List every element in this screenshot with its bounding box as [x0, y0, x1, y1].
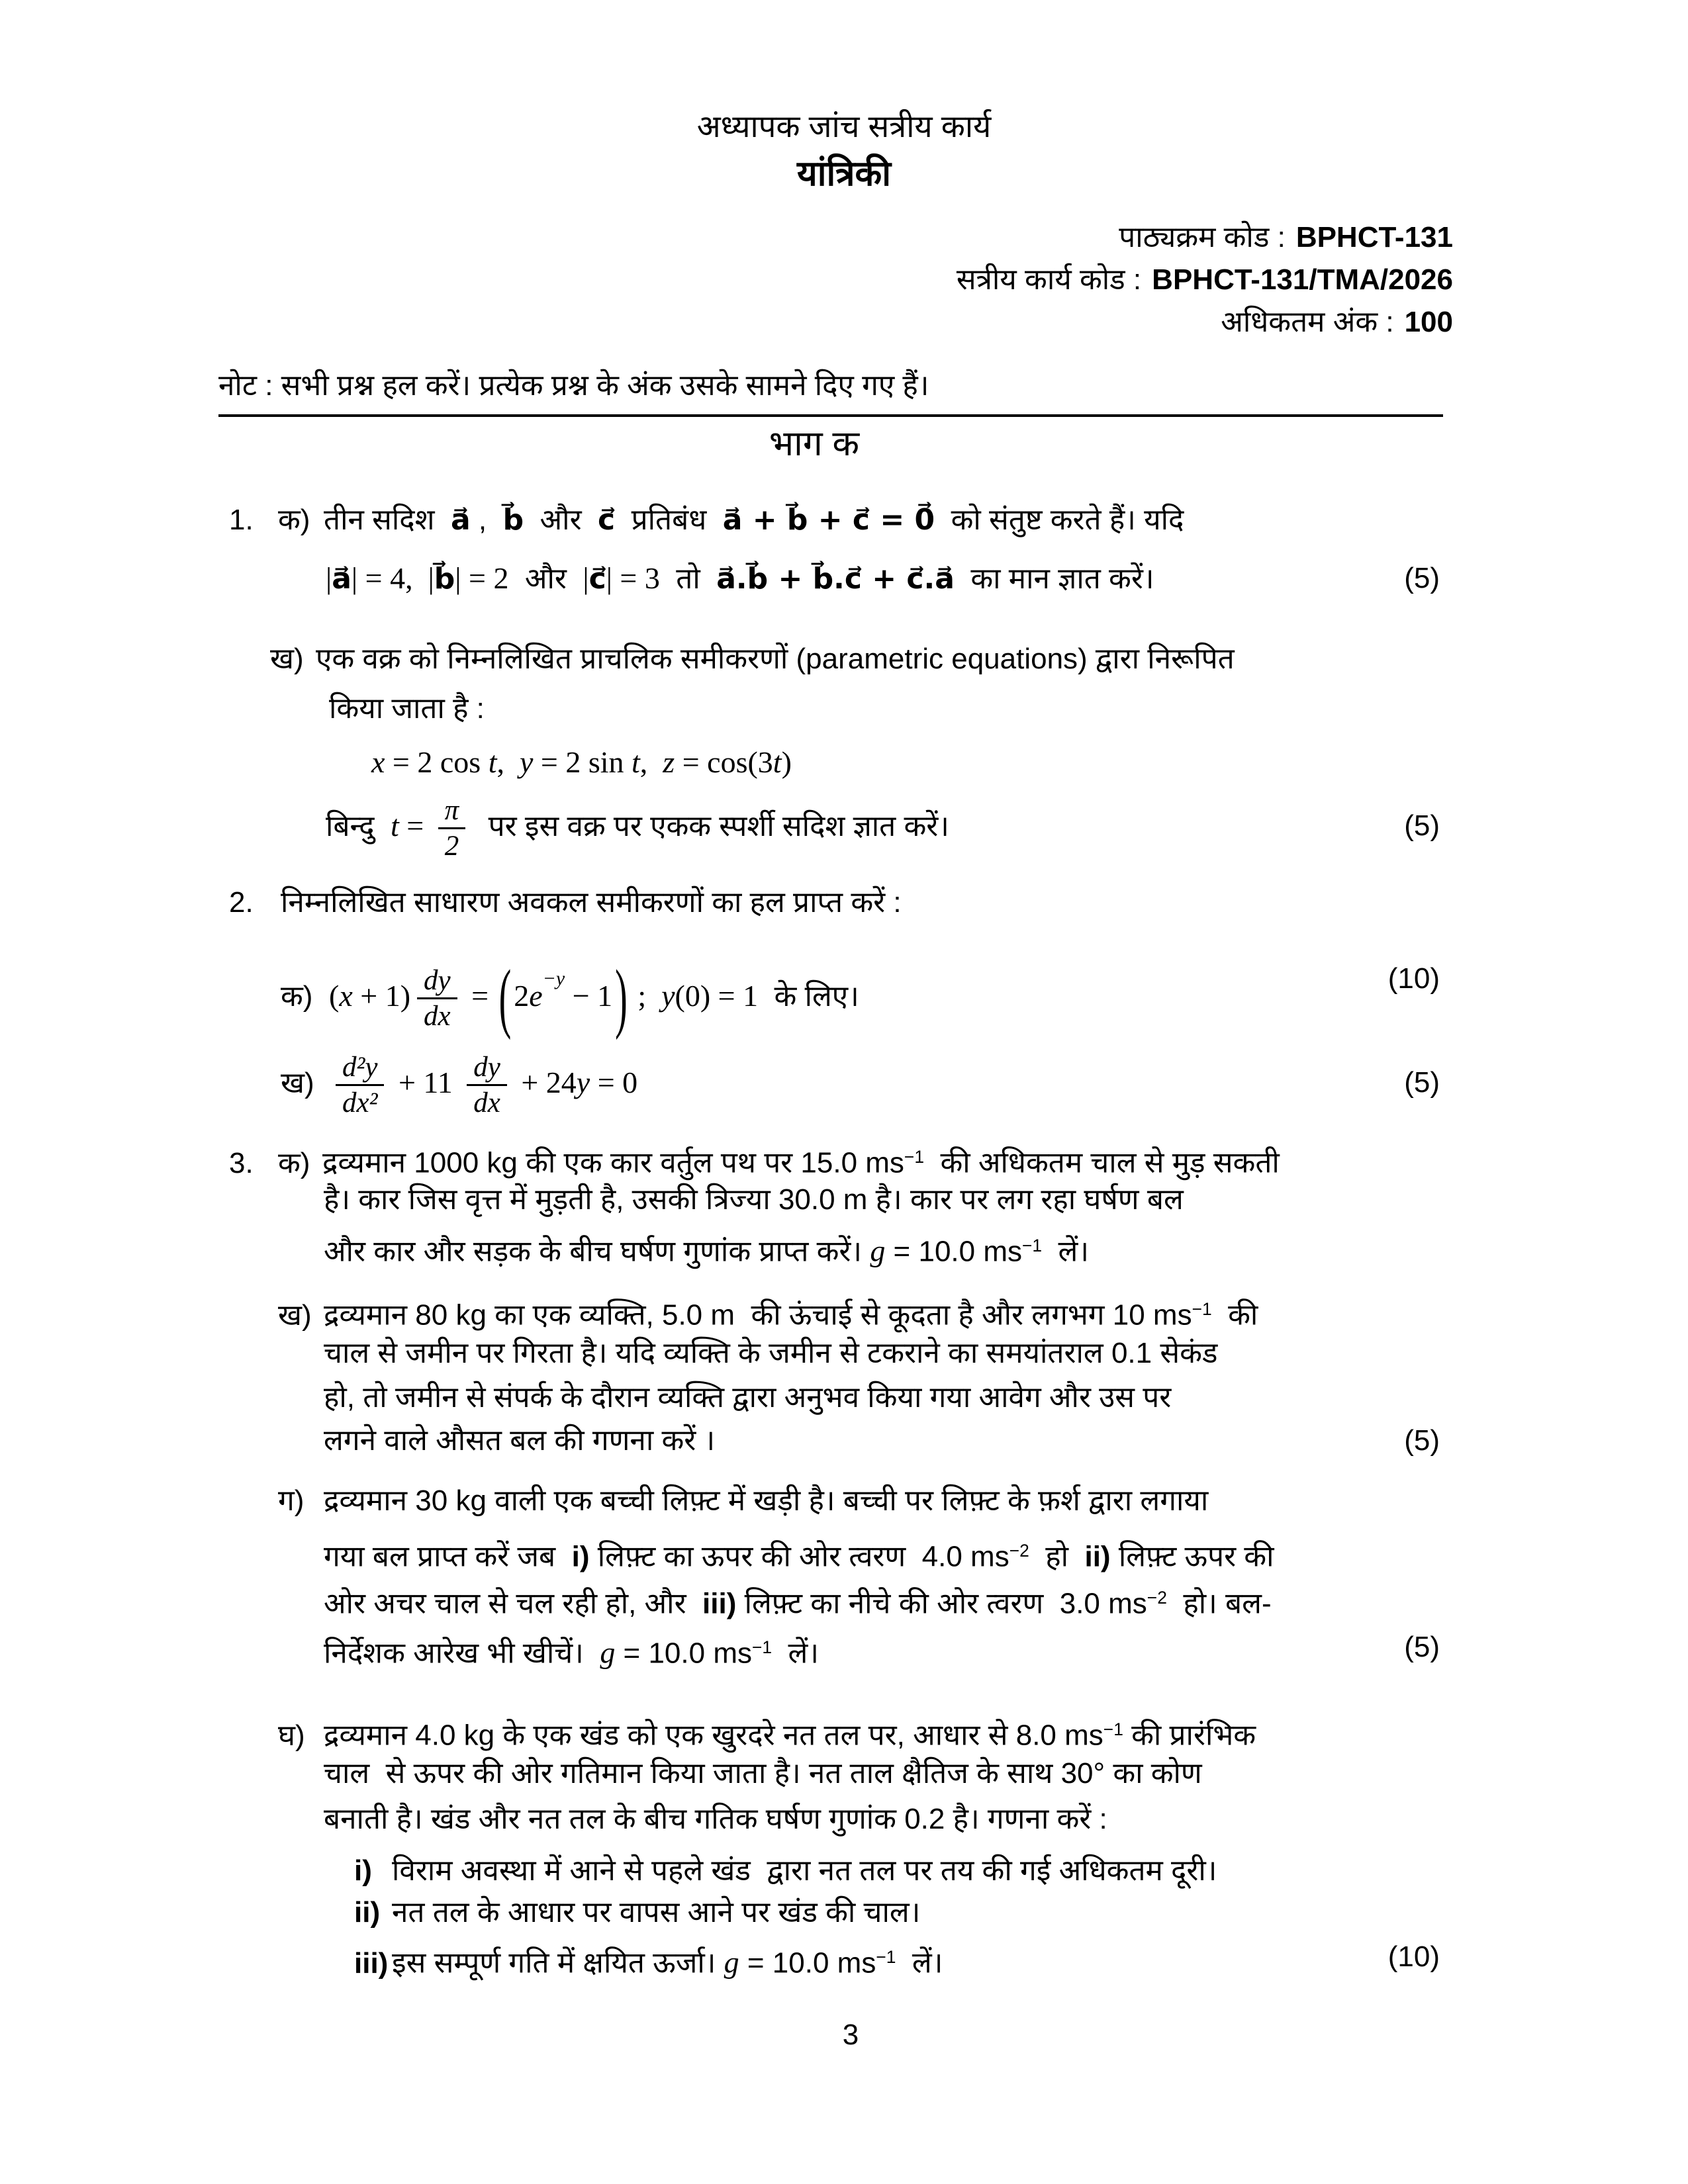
q1a-line2	[326, 551, 1154, 607]
fraction-numerator: π	[438, 796, 466, 829]
text-segment: तो	[659, 563, 717, 595]
var-z: z	[663, 745, 675, 779]
q3c-line1	[278, 1478, 1208, 1524]
text-segment: का मान ज्ञात करें।	[954, 563, 1154, 595]
text-segment: लें।	[772, 1637, 820, 1670]
item-ref-iii: iii)	[702, 1587, 737, 1620]
vector-a: a⃗	[332, 562, 352, 596]
text-segment: = 10.0 ms	[615, 1637, 752, 1670]
doc-subtitle: यांत्रिकी	[797, 154, 891, 193]
meta-label: अधिकतम अंक :	[1221, 306, 1394, 338]
q1b-marks: (5)	[1404, 809, 1440, 842]
meta-value: 100	[1404, 306, 1453, 338]
item-label: i)	[354, 1854, 372, 1887]
math-segment: ,	[496, 745, 520, 779]
text-segment: द्रव्यमान 30 kg वाली एक बच्ची लिफ़्ट में खड़ी है। बच्ची पर लिफ़्ट के फ़र्श द्वारा लगाया	[324, 1484, 1209, 1517]
fraction-dy-dx	[417, 966, 457, 1031]
var-y: y	[519, 745, 534, 779]
math-segment: =	[463, 979, 496, 1013]
big-paren-close: )	[615, 955, 628, 1042]
note-line: नोट : सभी प्रश्न हल करें। प्रत्येक प्रश्न के अंक उसके सामने दिए गए हैं।	[218, 363, 1443, 417]
math-segment: = 2 sin	[533, 745, 632, 779]
abs-bar: |	[326, 561, 332, 595]
fraction-numerator: d²y	[336, 1052, 384, 1086]
q1b-line1	[270, 636, 1235, 682]
subq-label: क)	[278, 504, 310, 536]
superscript: −1	[1022, 1236, 1043, 1255]
text-segment: तीन सदिश	[324, 504, 451, 536]
q3b-marks: (5)	[1404, 1424, 1440, 1457]
text-segment: नत तल के आधार पर वापस आने पर खंड की चाल।	[392, 1896, 921, 1929]
q3c-line3	[324, 1574, 1272, 1627]
vector-a: a⃗	[451, 503, 471, 537]
subq-label: ख)	[270, 643, 304, 675]
q3b-line3: हो, तो जमीन से संपर्क के दौरान व्यक्ति द्वारा अनुभव किया गया आवेग और उस पर	[324, 1381, 1172, 1414]
fraction-denominator: dx	[424, 1000, 451, 1032]
subq-label: घ)	[278, 1719, 305, 1752]
vector-c: c⃗	[598, 503, 616, 537]
math-segment: + 11	[391, 1066, 461, 1099]
var-g: g	[870, 1234, 886, 1268]
text-segment: विराम अवस्था में आने से पहले खंड द्वारा नत तल पर तय की गई अधिकतम दूरी।	[392, 1854, 1217, 1887]
math-segment: | = 3	[606, 561, 660, 595]
text-segment: बिन्दु	[326, 810, 391, 842]
q1b-line2: किया जाता है :	[329, 692, 485, 725]
text-segment: की अधिकतम चाल से मुड़ सकती	[924, 1146, 1280, 1179]
subq-label: क)	[278, 1146, 310, 1179]
meta-value: BPHCT-131/TMA/2026	[1152, 263, 1453, 296]
vector-c: c⃗	[588, 562, 606, 596]
text-segment: लें।	[1042, 1235, 1090, 1268]
text-segment: पर इस वक्र पर एकक स्पर्शी सदिश ज्ञात करें।	[472, 810, 949, 842]
text-segment: हो	[1029, 1540, 1085, 1573]
math-segment: = cos(3	[675, 745, 773, 779]
fraction-dy-dx	[467, 1052, 507, 1118]
text-segment: लिफ़्ट का नीचे की ओर त्वरण 3.0 ms	[736, 1587, 1147, 1620]
question-number: 2.	[229, 886, 254, 919]
q3c-line2	[324, 1527, 1274, 1580]
exponent-minus-y: −y	[542, 968, 565, 989]
text-segment: ,	[470, 504, 503, 536]
math-segment: (0) = 1	[675, 979, 759, 1013]
item-ref-i: i)	[571, 1540, 590, 1573]
superscript: −1	[904, 1147, 925, 1167]
text-segment: निम्नलिखित साधारण अवकल समीकरणों का हल प्राप्त करें :	[281, 886, 902, 919]
item-ref-ii: ii)	[1084, 1540, 1111, 1573]
fraction-denominator: dx²	[342, 1087, 378, 1118]
text-segment: ओर अचर चाल से चल रही हो, और	[324, 1587, 703, 1620]
q1b-line4	[326, 785, 949, 868]
meta-label: सत्रीय कार्य कोड :	[956, 263, 1142, 296]
text-segment: = 10.0 ms	[739, 1946, 876, 1979]
math-segment: + 1)	[352, 979, 411, 1013]
var-x: x	[371, 745, 385, 779]
subq-label: ख)	[278, 1298, 312, 1332]
text-segment: द्रव्यमान 1000 kg की एक कार वर्तुल पथ पर 15.0 ms	[322, 1146, 904, 1179]
math-segment: = 2 cos	[385, 745, 489, 779]
text-segment: के लिए।	[758, 980, 859, 1013]
superscript: −1	[1103, 1719, 1123, 1739]
math-segment: 2	[514, 979, 530, 1013]
meta-course-code	[662, 214, 1453, 261]
math-segment: (	[329, 979, 340, 1013]
math-segment: )	[781, 745, 792, 779]
fraction-numerator: dy	[467, 1052, 507, 1086]
math-segment: | = 4, |	[351, 561, 434, 595]
subq-label: ग)	[278, 1484, 305, 1517]
dot-product-expression: a⃗.b⃗ + b⃗.c⃗ + c⃗.a⃗	[716, 562, 955, 596]
text-segment: हो। बल-	[1166, 1587, 1272, 1620]
superscript: −2	[1009, 1541, 1029, 1561]
text-segment: की	[1211, 1298, 1258, 1332]
subq-label: ख)	[281, 1067, 314, 1099]
big-paren-open: (	[498, 955, 512, 1042]
fraction-numerator: dy	[417, 966, 457, 999]
q3a-line3	[324, 1222, 1089, 1275]
text-segment: और	[524, 504, 598, 536]
text-segment: की प्रारंभिक	[1123, 1719, 1256, 1752]
var-t: t	[773, 745, 782, 779]
fraction-pi-over-2	[438, 796, 466, 861]
superscript: −1	[1192, 1299, 1212, 1319]
abs-bar: |	[583, 561, 589, 595]
math-segment: − 1	[565, 979, 613, 1013]
text-segment: गया बल प्राप्त करें जब	[324, 1540, 572, 1573]
vector-equation: a⃗ + b⃗ + c⃗ = 0⃗	[722, 503, 935, 537]
q3b-line2: चाल से जमीन पर गिरता है। यदि व्यक्ति के जमीन से टकराने का समयांतराल 0.1 सेकंड	[324, 1337, 1218, 1369]
var-y: y	[576, 1066, 590, 1099]
page-number: 3	[842, 2019, 859, 2051]
text-segment: इस सम्पूर्ण गति में क्षयित ऊर्जा।	[392, 1946, 724, 1979]
fraction-denominator: 2	[444, 830, 459, 862]
text-segment: निर्देशक आरेख भी खीचें।	[324, 1637, 600, 1670]
var-t: t	[390, 809, 399, 842]
superscript: −2	[1147, 1588, 1167, 1608]
q3d-item-ii	[354, 1889, 920, 1936]
meta-max-marks	[662, 299, 1453, 345]
text-segment: प्रतिबंध	[615, 504, 723, 536]
var-e: e	[529, 979, 543, 1013]
text-segment: और	[508, 563, 583, 595]
item-label: ii)	[354, 1896, 381, 1929]
q3d-item-i	[354, 1848, 1217, 1894]
text-segment: द्रव्यमान 80 kg का एक व्यक्ति, 5.0 m की ऊंचाई से कूदता है और लगभग 10 ms	[324, 1298, 1192, 1332]
meta-label: पाठ्यक्रम कोड :	[1119, 221, 1286, 253]
text-segment: लिफ़्ट का ऊपर की ओर त्वरण 4.0 ms	[589, 1540, 1009, 1573]
item-label: iii)	[354, 1946, 389, 1979]
doc-title: अध्यापक जांच सत्रीय कार्य	[696, 109, 992, 144]
superscript: −1	[876, 1947, 896, 1967]
text-segment: लिफ़्ट ऊपर की	[1110, 1540, 1274, 1573]
math-segment: ;	[630, 979, 662, 1013]
part-heading: भाग क	[769, 424, 860, 463]
vector-b: b⃗	[502, 503, 524, 537]
var-x: x	[339, 979, 353, 1013]
var-g: g	[600, 1635, 616, 1670]
text-segment: लें।	[896, 1946, 943, 1979]
question-number: 3.	[229, 1146, 254, 1179]
math-segment: = 0	[590, 1066, 638, 1099]
q3a-line2: है। कार जिस वृत्त में मुड़ती है, उसकी त्रिज्या 30.0 m है। कार पर लग रहा घर्षण बल	[324, 1183, 1184, 1216]
q3c-line4	[324, 1624, 819, 1677]
text-segment: और कार और सड़क के बीच घर्षण गुणांक प्राप्त करें।	[324, 1235, 870, 1268]
q3d-line3: बनाती है। खंड और नत तल के बीच गतिक घर्षण गुणांक 0.2 है। गणना करें :	[324, 1803, 1107, 1835]
text-segment: = 10.0 ms	[885, 1235, 1022, 1268]
q3d-item-iii	[354, 1934, 943, 1987]
q1a-line1	[229, 497, 1184, 543]
fraction-denominator: dx	[473, 1087, 500, 1118]
meta-value: BPHCT-131	[1295, 221, 1453, 253]
q2a-marks: (10)	[1387, 962, 1440, 995]
subq-label: क)	[281, 980, 313, 1013]
q3d-line2: चाल से ऊपर की ओर गतिमान किया जाता है। नत ताल क्षैतिज के साथ 30° का कोण	[324, 1757, 1202, 1790]
math-segment: =	[399, 809, 432, 842]
math-segment: | = 2	[455, 561, 509, 595]
q3d-marks: (10)	[1387, 1940, 1440, 1973]
question-number: 1.	[229, 504, 254, 536]
text-segment: को संतुष्ट करते हैं। यदि	[935, 504, 1184, 536]
math-segment: + 24	[513, 1066, 577, 1099]
q3b-line4: लगने वाले औसत बल की गणना करें ।	[324, 1424, 716, 1457]
q2b-marks: (5)	[1404, 1066, 1440, 1099]
vector-b: b⃗	[434, 562, 455, 596]
text-segment: एक वक्र को निम्नलिखित प्राचलिक समीकरणों (parametric equations) द्वारा निरूपित	[316, 643, 1235, 675]
superscript: −1	[751, 1637, 773, 1657]
q1b-equation	[371, 735, 792, 791]
q3c-marks: (5)	[1404, 1631, 1440, 1663]
var-y: y	[661, 979, 675, 1013]
text-segment: द्रव्यमान 4.0 kg के एक खंड को एक खुरदरे नत तल पर, आधार से 8.0 ms	[324, 1719, 1103, 1752]
math-segment: ,	[639, 745, 663, 779]
fraction-d2y-dx2	[336, 1052, 384, 1118]
var-t: t	[632, 745, 640, 779]
var-t: t	[488, 745, 497, 779]
meta-assignment-code	[662, 257, 1453, 303]
q2b-equation	[281, 1030, 637, 1136]
q1a-marks: (5)	[1404, 562, 1440, 594]
var-g: g	[724, 1945, 739, 1979]
